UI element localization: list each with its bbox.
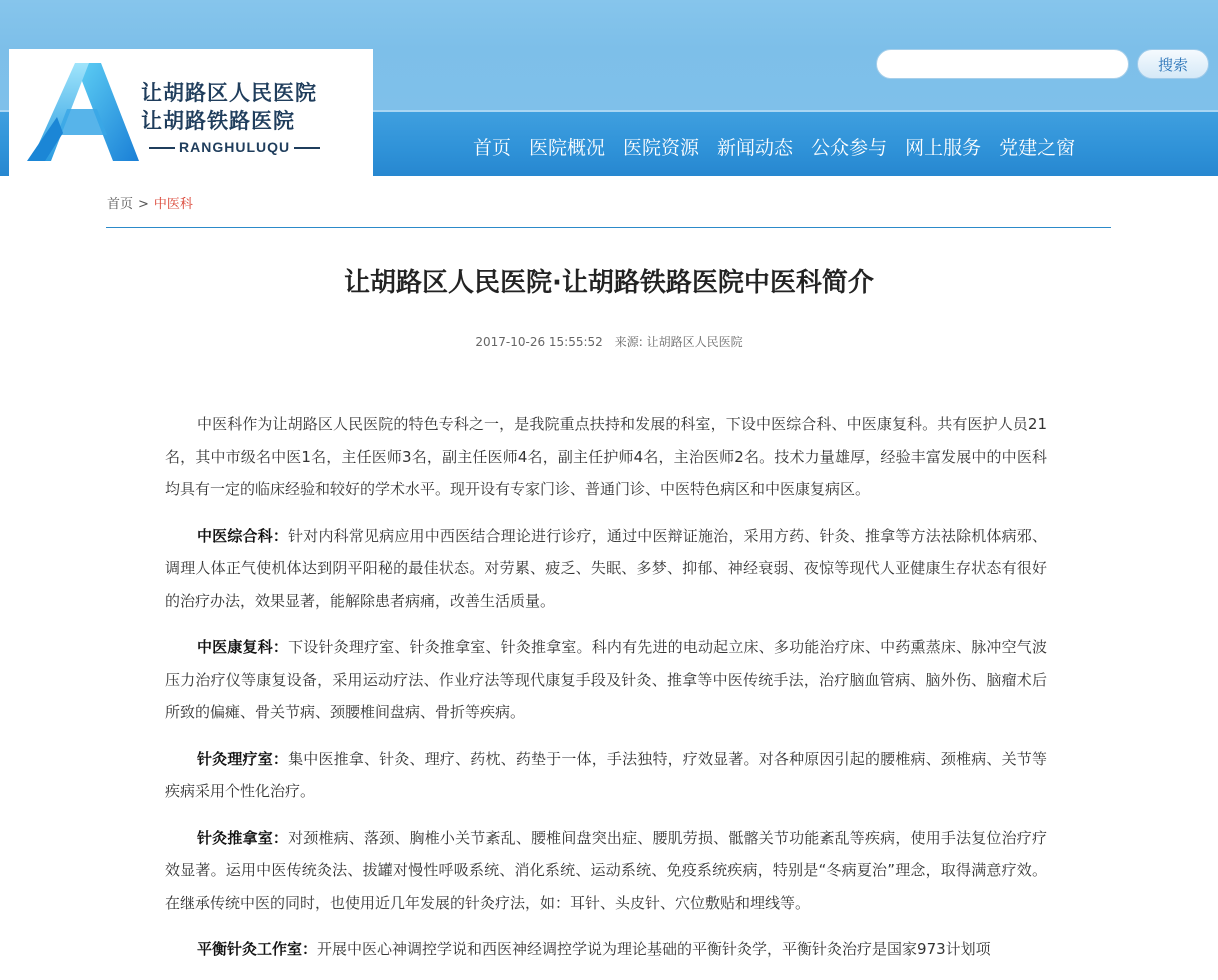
article-paragraph (165, 631, 1047, 729)
article-paragraph (165, 743, 1047, 808)
logo-name-english (145, 139, 324, 155)
paragraph-heading: 针灸推拿室： (197, 828, 289, 847)
logo-dash-left (149, 147, 175, 149)
logo-dash-right (294, 147, 320, 149)
nav-item-overview[interactable]: 医院概况 (529, 137, 606, 159)
article-paragraph (165, 822, 1047, 920)
search-input[interactable] (876, 49, 1129, 79)
main-nav (464, 132, 1084, 164)
breadcrumb-divider (106, 227, 1111, 228)
breadcrumb-home-link[interactable]: 首页 (107, 197, 134, 212)
article-body (165, 408, 1047, 980)
logo-en-text: RANGHULUQU (179, 139, 291, 155)
hospital-logo-icon (27, 61, 139, 165)
article-date: 2017-10-26 15:55:52 (475, 335, 603, 349)
nav-item-party[interactable]: 党建之窗 (999, 137, 1076, 159)
nav-item-online-service[interactable]: 网上服务 (905, 137, 982, 159)
breadcrumb-separator: > (138, 197, 149, 212)
paragraph-text: 对颈椎病、落颈、胸椎小关节紊乱、腰椎间盘突出症、腰肌劳损、骶髂关节功能紊乱等疾病，使用手法复位治疗疗效显著。运用中医传统灸法、拔罐对慢性呼吸系统、消化系统、运动系统、免疫系统疾病，特别是“冬病夏治”理念，取得满意疗效。在继承传统中医的同时，也使用近几年发展的针灸疗法，如：耳针、头皮针、穴位敷贴和埋线等。 (165, 828, 1047, 912)
paragraph-text: 开展中医心神调控学说和西医神经调控学说为理论基础的平衡针灸学，平衡针灸治疗是国家973计划项 (317, 940, 991, 958)
article-source: 来源: 让胡路区人民医院 (614, 335, 743, 349)
breadcrumb-current[interactable]: 中医科 (153, 197, 193, 212)
paragraph-heading: 针灸理疗室： (197, 749, 289, 768)
paragraph-text: 针对内科常见病应用中西医结合理论进行诊疗，通过中医辩证施治，采用方药、针灸、推拿等方法祛除机体病邪、调理人体正气使机体达到阴平阳秘的最佳状态。对劳累、疲乏、失眠、多梦、抑郁、神经衰弱、夜惊等现代人亚健康生存状态有很好的治疗办法，效果显著，能解除患者病痛，改善生活质量。 (165, 526, 1047, 610)
nav-item-home[interactable]: 首页 (473, 137, 512, 159)
logo-name-secondary: 让胡路铁路医院 (141, 109, 295, 133)
nav-item-public[interactable]: 公众参与 (811, 137, 888, 159)
site-header (0, 0, 1218, 176)
nav-item-news[interactable]: 新闻动态 (717, 137, 794, 159)
paragraph-text: 中医科作为让胡路区人民医院的特色专科之一，是我院重点扶持和发展的科室，下设中医综合科、中医康复科。共有医护人员21名，其中市级名中医1名，主任医师3名，副主任医师4名，副主任护师4名，主治医师2名。技术力量雄厚，经验丰富发展中的中医科均具有一定的临床经验和较好的学术水平。现开设有专家门诊、普通门诊、中医特色病区和中医康复病区。 (165, 415, 1047, 498)
article-paragraph (165, 933, 1047, 966)
paragraph-text: 下设针灸理疗室、针灸推拿室、针灸推拿室。科内有先进的电动起立床、多功能治疗床、中药熏蒸床、脉冲空气波压力治疗仪等康复设备，采用运动疗法、作业疗法等现代康复手段及针灸、推拿等中医传统手法，治疗脑血管病、脑外伤、脑瘤术后所致的偏瘫、骨关节病、颈腰椎间盘病、骨折等疾病。 (165, 638, 1047, 721)
paragraph-heading: 中医综合科： (197, 526, 289, 545)
article-paragraph (165, 408, 1047, 506)
paragraph-heading: 中医康复科： (197, 638, 289, 656)
paragraph-heading: 平衡针灸工作室： (197, 940, 318, 958)
logo-name-primary: 让胡路区人民医院 (141, 81, 317, 105)
search-button[interactable]: 搜索 (1137, 49, 1209, 79)
article-paragraph (165, 520, 1047, 618)
breadcrumb (107, 193, 193, 212)
nav-item-resources[interactable]: 医院资源 (623, 137, 700, 159)
article-meta (0, 333, 1218, 350)
article-title: 让胡路区人民医院·让胡路铁路医院中医科简介 (344, 268, 874, 298)
paragraph-text: 集中医推拿、针灸、理疗、药枕、药垫于一体，手法独特，疗效显著。对各种原因引起的腰椎病、颈椎病、关节等疾病采用个性化治疗。 (165, 749, 1047, 800)
site-logo[interactable] (9, 49, 373, 176)
